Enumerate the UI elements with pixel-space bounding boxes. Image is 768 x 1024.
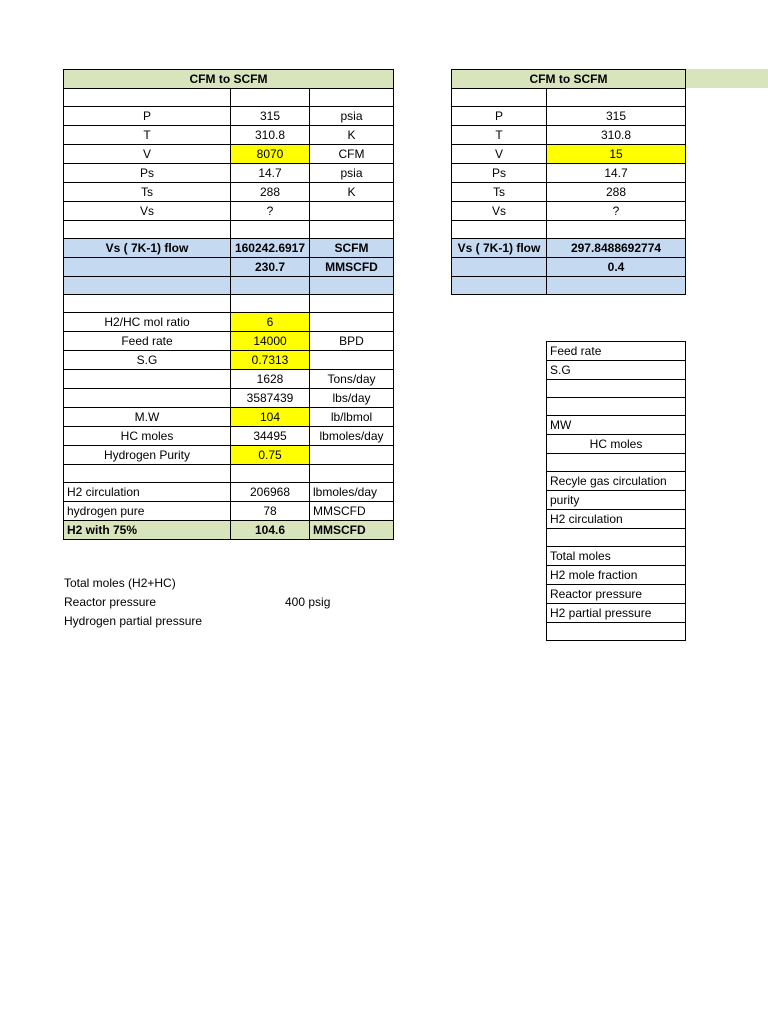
total-moles-label[interactable]: Total moles (547, 547, 686, 566)
table-row (64, 126, 394, 145)
reactor-pressure-value[interactable]: 400 psig (285, 595, 331, 609)
table-row (547, 435, 686, 454)
cell-value[interactable]: 310.8 (231, 126, 310, 145)
h2-mole-fraction-label[interactable]: H2 mole fraction (547, 566, 686, 585)
cell-label[interactable]: T (64, 126, 231, 145)
h2-partial-label[interactable]: H2 partial pressure (547, 604, 686, 623)
table-row (64, 427, 394, 446)
tons-unit[interactable]: Tons/day (310, 370, 394, 389)
cell-value-input[interactable]: 15 (547, 145, 686, 164)
mw-label[interactable]: M.W (64, 408, 231, 427)
table-row (547, 398, 686, 416)
table-row (64, 408, 394, 427)
cell-unit[interactable] (310, 202, 394, 221)
table-row (452, 258, 686, 277)
cell-label[interactable]: Ts (64, 183, 231, 202)
mmscfd-unit[interactable]: MMSCFD (310, 258, 394, 277)
table-row (547, 380, 686, 398)
left-calc-table (63, 69, 394, 540)
table-row (547, 510, 686, 529)
feed-label[interactable]: Feed rate (64, 332, 231, 351)
feed-rate-label[interactable]: Feed rate (547, 342, 686, 361)
sg-value[interactable]: 0.7313 (231, 351, 310, 370)
hcmoles-label[interactable]: HC moles (64, 427, 231, 446)
cell-label[interactable]: V (64, 145, 231, 164)
left-table-title: CFM to SCFM (64, 70, 394, 89)
table-row (452, 202, 686, 221)
cell-value[interactable]: ? (547, 202, 686, 221)
table-row (64, 70, 394, 89)
lbs-unit[interactable]: lbs/day (310, 389, 394, 408)
table-row (452, 70, 686, 89)
mmscfd-value[interactable]: 0.4 (547, 258, 686, 277)
table-row (64, 502, 394, 521)
h2circ-value[interactable]: 206968 (231, 483, 310, 502)
table-row (64, 351, 394, 370)
purity-value[interactable]: 0.75 (231, 446, 310, 465)
flow-value[interactable]: 297.8488692774 (547, 239, 686, 258)
table-row (452, 145, 686, 164)
h2with-unit[interactable]: MMSCFD (310, 521, 394, 540)
cell-value[interactable]: 288 (231, 183, 310, 202)
cell-label[interactable]: Ts (452, 183, 547, 202)
cell-value[interactable]: 14.7 (231, 164, 310, 183)
reactor-pressure-label[interactable]: Reactor pressure (547, 585, 686, 604)
cell-value[interactable]: 315 (231, 107, 310, 126)
mw-label[interactable]: MW (547, 416, 686, 435)
table-row (64, 295, 394, 313)
table-row (547, 342, 686, 361)
hcmoles-unit[interactable]: lbmoles/day (310, 427, 394, 446)
table-row (64, 483, 394, 502)
mw-unit[interactable]: lb/lbmol (310, 408, 394, 427)
h2with-label[interactable]: H2 with 75% (64, 521, 231, 540)
hc-moles-label[interactable]: HC moles (547, 435, 686, 454)
purity-label[interactable]: purity (547, 491, 686, 510)
table-row (547, 361, 686, 380)
table-row (547, 491, 686, 510)
feed-unit[interactable]: BPD (310, 332, 394, 351)
cell-label[interactable]: Vs (64, 202, 231, 221)
right-table-title: CFM to SCFM (452, 70, 686, 89)
table-row (64, 521, 394, 540)
cell-value[interactable]: 14.7 (547, 164, 686, 183)
flow-unit[interactable]: SCFM (310, 239, 394, 258)
table-row (64, 145, 394, 164)
table-row (64, 370, 394, 389)
table-row (452, 183, 686, 202)
table-row (452, 277, 686, 295)
cell-value[interactable]: 315 (547, 107, 686, 126)
flow-value[interactable]: 160242.6917 (231, 239, 310, 258)
hydrogen-small-table (546, 341, 686, 641)
title-fill-extension (684, 69, 768, 88)
table-row (64, 389, 394, 408)
table-row (64, 183, 394, 202)
table-row (452, 221, 686, 239)
sg-label[interactable]: S.G (64, 351, 231, 370)
h2with-value[interactable]: 104.6 (231, 521, 310, 540)
table-row (547, 566, 686, 585)
h2pure-value[interactable]: 78 (231, 502, 310, 521)
cell-label[interactable]: Ps (452, 164, 547, 183)
table-row (452, 164, 686, 183)
table-row (64, 164, 394, 183)
h2-circulation-label[interactable]: H2 circulation (547, 510, 686, 529)
table-row (547, 547, 686, 566)
table-row (547, 604, 686, 623)
feed-value[interactable]: 14000 (231, 332, 310, 351)
table-row (64, 107, 394, 126)
sg-label[interactable]: S.G (547, 361, 686, 380)
table-row (64, 258, 394, 277)
cell-value[interactable]: 288 (547, 183, 686, 202)
mw-value[interactable]: 104 (231, 408, 310, 427)
table-row (64, 239, 394, 258)
table-row (64, 332, 394, 351)
table-row (452, 107, 686, 126)
table-row (547, 454, 686, 472)
table-row (547, 472, 686, 491)
table-row (64, 446, 394, 465)
cell-label[interactable]: Vs (452, 202, 547, 221)
flow-label[interactable]: Vs ( 7K-1) flow (452, 239, 547, 258)
cell-unit[interactable]: psia (310, 107, 394, 126)
table-row (547, 416, 686, 435)
cell-unit[interactable]: K (310, 183, 394, 202)
table-row (547, 529, 686, 547)
table-row (452, 126, 686, 145)
reactor-pressure-text[interactable]: Reactor pressure (64, 595, 157, 609)
mmscfd-value[interactable]: 230.7 (231, 258, 310, 277)
cell-value[interactable]: 310.8 (547, 126, 686, 145)
h2circ-label[interactable]: H2 circulation (64, 483, 231, 502)
lbs-value[interactable]: 3587439 (231, 389, 310, 408)
cell-label[interactable]: P (64, 107, 231, 126)
purity-label[interactable]: Hydrogen Purity (64, 446, 231, 465)
table-row (64, 202, 394, 221)
cell-unit[interactable]: K (310, 126, 394, 145)
table-row (64, 89, 394, 107)
table-row (64, 221, 394, 239)
cell-label[interactable]: V (452, 145, 547, 164)
table-row (64, 277, 394, 295)
total-moles-text[interactable]: Total moles (H2+HC) (64, 576, 176, 590)
h2hc-value[interactable]: 6 (231, 313, 310, 332)
h2pure-unit[interactable]: MMSCFD (310, 502, 394, 521)
hcmoles-value[interactable]: 34495 (231, 427, 310, 446)
right-calc-table (451, 69, 686, 295)
table-row (452, 239, 686, 258)
cell-label[interactable]: T (452, 126, 547, 145)
tons-value[interactable]: 1628 (231, 370, 310, 389)
table-row (64, 465, 394, 483)
cell-unit[interactable]: CFM (310, 145, 394, 164)
cell-unit[interactable]: psia (310, 164, 394, 183)
cell-label[interactable]: Ps (64, 164, 231, 183)
table-row (547, 623, 686, 641)
cell-value[interactable]: ? (231, 202, 310, 221)
h2pure-label[interactable]: hydrogen pure (64, 502, 231, 521)
flow-label[interactable]: Vs ( 7K-1) flow (64, 239, 231, 258)
table-row (452, 89, 686, 107)
h2hc-label[interactable]: H2/HC mol ratio (64, 313, 231, 332)
hydrogen-partial-text[interactable]: Hydrogen partial pressure (64, 614, 203, 628)
table-row (64, 313, 394, 332)
recycle-label[interactable]: Recyle gas circulation (547, 472, 686, 491)
h2circ-unit[interactable]: lbmoles/day (310, 483, 394, 502)
table-row (547, 585, 686, 604)
cell-label[interactable]: P (452, 107, 547, 126)
cell-value-input[interactable]: 8070 (231, 145, 310, 164)
